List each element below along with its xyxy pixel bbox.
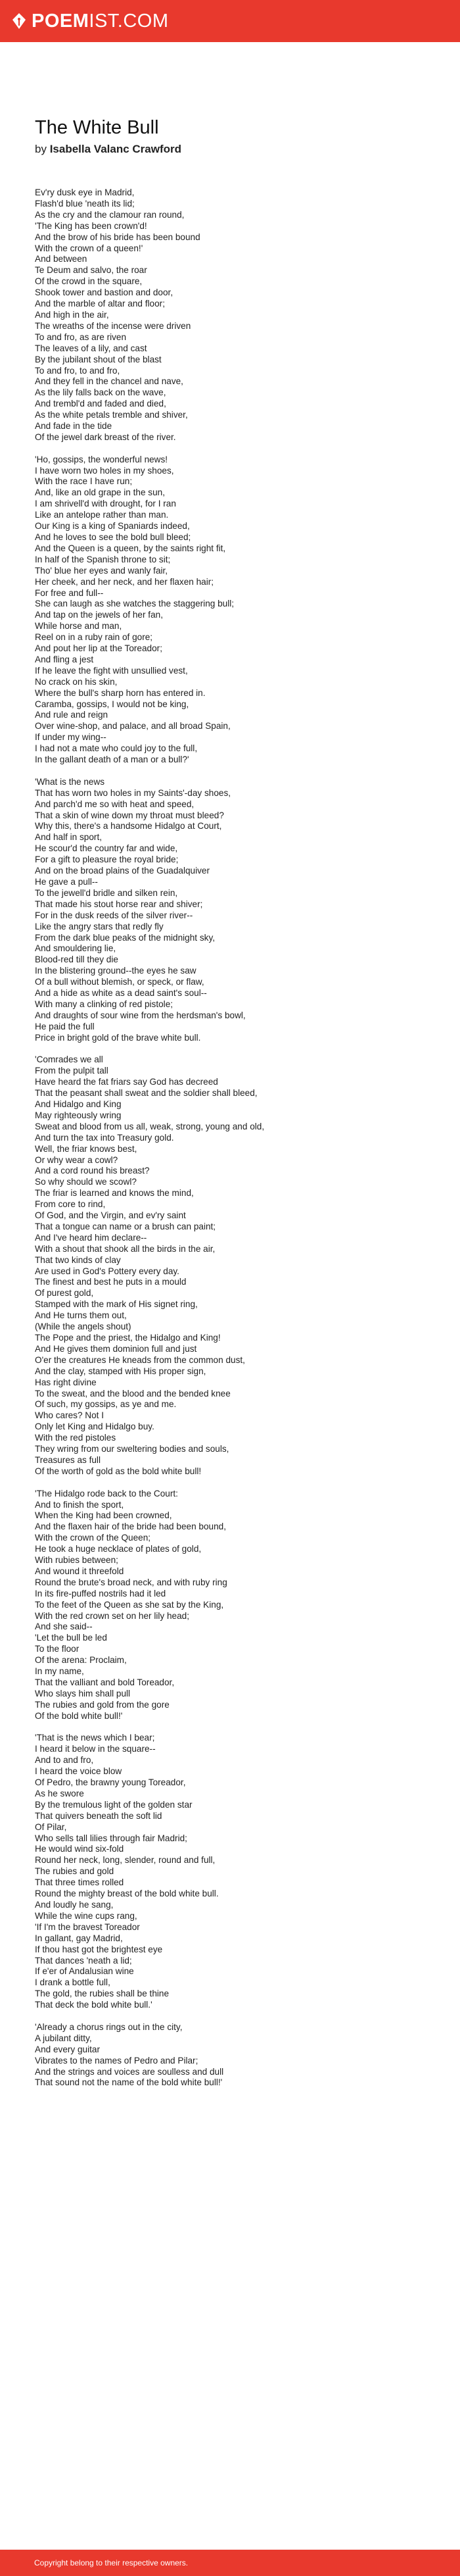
poem-line: With the red crown set on her lily head; [35, 1610, 189, 1621]
poem-line: If under my wing-- [35, 732, 106, 743]
poem-line: In my name, [35, 1666, 84, 1677]
poem-line: O'er the creatures He kneads from the common dust, [35, 1354, 245, 1365]
poem-line: The rubies and gold [35, 1866, 114, 1877]
poem-line: With a shout that shook all the birds in the air, [35, 1243, 216, 1254]
poem-line: And he loves to see the bold bull bleed; [35, 532, 191, 542]
poem-stanza [35, 455, 460, 766]
poem-body [35, 187, 460, 2089]
poem-line: Of such, my gossips, as ye and me. [35, 1399, 177, 1410]
poem-line: I have worn two holes in my shoes, [35, 465, 174, 476]
poem-line: And between [35, 254, 87, 264]
poem-line: 'What is the news [35, 776, 105, 787]
poem-line: And to and fro, [35, 1755, 94, 1766]
poem-line: And they fell in the chancel and nave, [35, 376, 183, 387]
poem-line: For in the dusk reeds of the silver river-- [35, 910, 193, 920]
poem-line: Of the crowd in the square, [35, 276, 143, 287]
poem-line: And she said-- [35, 1622, 93, 1632]
poem-line: Of purest gold, [35, 1288, 94, 1299]
poem-line: As the cry and the clamour ran round, [35, 209, 185, 220]
poem-line: Treasures as full [35, 1454, 101, 1465]
poem-line: By the tremulous light of the golden star [35, 1799, 193, 1810]
poem-line: Tho' blue her eyes and wanly fair, [35, 565, 168, 576]
site-logo-text [32, 11, 169, 32]
site-header [0, 0, 460, 42]
poem-line: That quivers beneath the soft lid [35, 1810, 162, 1821]
logo-light: IST.COM [89, 10, 169, 32]
poem-line: Who slays him shall pull [35, 1688, 131, 1698]
poem-line: And the Queen is a queen, by the saints right fit, [35, 543, 226, 553]
poem-line: From the dark blue peaks of the midnight sky, [35, 932, 216, 943]
poem-line: And, like an old grape in the sun, [35, 487, 165, 498]
poem-line: And the strings and voices are soulless and dull [35, 2066, 224, 2077]
poem-line: 'That is the news which I bear; [35, 1733, 155, 1743]
poem-line: Ev'ry dusk eye in Madrid, [35, 187, 135, 197]
poem-line: Blood-red till they die [35, 954, 118, 965]
poem-line: To the sweat, and the blood and the bended knee [35, 1388, 231, 1399]
poem-line: With many a clinking of red pistole; [35, 999, 173, 1009]
poem-line: Of the arena: Proclaim, [35, 1655, 127, 1666]
poem-line: Round her neck, long, slender, round and full, [35, 1855, 216, 1866]
poem-line: And turn the tax into Treasury gold. [35, 1132, 174, 1143]
poem-line: And a hide as white as a dead saint's soul-- [35, 988, 207, 999]
poem-line: And fling a jest [35, 654, 94, 664]
poem-line: Over wine-shop, and palace, and all broad Spain, [35, 721, 231, 731]
poem-line: Round the brute's broad neck, and with ruby ring [35, 1577, 227, 1587]
poem-line: And the flaxen hair of the bride had been bound, [35, 1522, 226, 1532]
poem-line: And wound it threefold [35, 1566, 124, 1576]
poem-line: Stamped with the mark of His signet ring, [35, 1299, 198, 1310]
poem-line: To the floor [35, 1644, 80, 1654]
poem-line: When the King had been crowned, [35, 1510, 172, 1521]
poem-stanza [35, 1733, 460, 2011]
poem-line: The friar is learned and knows the mind, [35, 1188, 194, 1199]
poem-line: Has right divine [35, 1377, 97, 1387]
poem-line: That made his stout horse rear and shiver; [35, 899, 203, 909]
poem-line: That three times rolled [35, 1877, 124, 1888]
poem-line: 'The Hidalgo rode back to the Court: [35, 1488, 178, 1499]
poem-line: And rule and reign [35, 710, 108, 720]
poem-line: In half of the Spanish throne to sit; [35, 554, 171, 564]
poem-line: I drank a bottle full, [35, 1977, 110, 1988]
poem-line: As the lily falls back on the wave, [35, 387, 166, 398]
poem-line: So why should we scowl? [35, 1177, 137, 1187]
poem-line: That the peasant shall sweat and the soldier shall bleed, [35, 1088, 258, 1099]
poem-byline [35, 143, 460, 156]
poem-line: 'Ho, gossips, the wonderful news! [35, 454, 168, 464]
poem-line: Sweat and blood from us all, weak, strong, young and old, [35, 1121, 265, 1131]
poem-line: And Hidalgo and King [35, 1099, 122, 1109]
poem-line: By the jubilant shout of the blast [35, 354, 162, 364]
poem-stanza [35, 1489, 460, 1722]
poem-line: And draughts of sour wine from the herdsman's bowl, [35, 1010, 246, 1020]
poem-line: Why this, there's a handsome Hidalgo at Court, [35, 821, 222, 831]
poem-line: As the white petals tremble and shiver, [35, 410, 188, 420]
poem-line: And I've heard him declare-- [35, 1232, 147, 1243]
poem-stanza [35, 187, 460, 443]
poem-line: Of Pilar, [35, 1821, 67, 1832]
poem-line: Of God, and the Virgin, and ev'ry saint [35, 1210, 186, 1221]
poem-line: And on the broad plains of the Guadalquiver [35, 866, 210, 876]
poem-line: In the gallant death of a man or a bull?' [35, 755, 189, 765]
poem-line: 'Already a chorus rings out in the city, [35, 2021, 183, 2032]
poem-line: Have heard the fat friars say God has decreed [35, 1077, 218, 1087]
poem-line: Where the bull's sharp horn has entered in. [35, 687, 206, 698]
poem-line: I heard the voice blow [35, 1766, 122, 1777]
poem-line: And high in the air, [35, 309, 109, 320]
pen-nib-icon [11, 12, 28, 30]
poem-line: Shook tower and bastion and door, [35, 287, 173, 298]
poem-line: Flash'd blue 'neath its lid; [35, 198, 135, 209]
poem-line: Reel on in a ruby rain of gore; [35, 632, 153, 643]
poem-line: From core to rind, [35, 1199, 106, 1210]
poem-line: In the blistering ground--the eyes he saw [35, 966, 196, 976]
poem-line: While horse and man, [35, 621, 122, 632]
poem-line: Of the worth of gold as the bold white bull! [35, 1466, 202, 1476]
poem-line: May righteously wring [35, 1110, 122, 1120]
poem-line: He would wind six-fold [35, 1844, 124, 1854]
poem-line: The leaves of a lily, and cast [35, 343, 147, 353]
poem-line: And to finish the sport, [35, 1499, 124, 1510]
poem-line: And smouldering lie, [35, 943, 116, 954]
poem-line: That two kinds of clay [35, 1254, 121, 1265]
copyright-text: Copyright belong to their respective owners. [34, 2558, 189, 2567]
site-logo-link[interactable] [11, 11, 169, 32]
poem-line: To the feet of the Queen as she sat by the King, [35, 1599, 224, 1610]
poem-line: And a cord round his breast? [35, 1166, 150, 1176]
poem-line: He took a huge necklace of plates of gold, [35, 1544, 202, 1554]
poem-line: With the race I have run; [35, 476, 133, 487]
poem-line: The gold, the rubies shall be thine [35, 1989, 170, 1999]
poem-line: That a tongue can name or a brush can paint; [35, 1221, 216, 1231]
poem-line: Price in bright gold of the brave white bull. [35, 1032, 201, 1043]
poem-line: For a gift to pleasure the royal bride; [35, 855, 179, 865]
poem-line: If he leave the fight with unsullied vest, [35, 665, 188, 676]
poem-line: And half in sport, [35, 832, 103, 843]
poem-line: And the clay, stamped with His proper sign, [35, 1366, 206, 1376]
poem-line: I had not a mate who could joy to the full, [35, 743, 198, 754]
poem-line: I am shrivell'd with drought, for I ran [35, 499, 176, 509]
poem-line: And parch'd me so with heat and speed, [35, 799, 195, 809]
poem-line: That has worn two holes in my Saints'-day shoes, [35, 787, 231, 798]
poem-line: He scour'd the country far and wide, [35, 843, 178, 854]
poem-line: That sound not the name of the bold white bull!' [35, 2077, 223, 2088]
poem-line: And the marble of altar and floor; [35, 299, 165, 309]
poem-line: Who cares? Not I [35, 1410, 104, 1421]
poem-line: To the jewell'd bridle and silken rein, [35, 887, 178, 898]
poem-line: Round the mighty breast of the bold white bull. [35, 1889, 219, 1899]
poem-line: Are used in God's Pottery every day. [35, 1266, 179, 1276]
poem-line: In its fire-puffed nostrils had it led [35, 1588, 166, 1598]
poem-line: (While the angels shout) [35, 1322, 131, 1332]
poem-line: Only let King and Hidalgo buy. [35, 1422, 154, 1432]
poem-line: And trembl'd and faded and died, [35, 399, 166, 409]
logo-bold: POEM [32, 10, 89, 32]
poem-line: Of Pedro, the brawny young Toreador, [35, 1777, 186, 1788]
poem-line: If thou hast got the brightest eye [35, 1944, 163, 1954]
poem-line: That deck the bold white bull.' [35, 2000, 152, 2010]
poem-line: With rubies between; [35, 1555, 118, 1566]
poem-line: If e'er of Andalusian wine [35, 1966, 134, 1977]
poem-line: Te Deum and salvo, the roar [35, 265, 147, 276]
by-label: by [35, 143, 47, 155]
poem-line: Or why wear a cowl? [35, 1154, 118, 1165]
poem-line: Of the jewel dark breast of the river. [35, 432, 176, 442]
poem-line: The rubies and gold from the gore [35, 1699, 170, 1710]
poem-line: That the valliant and bold Toreador, [35, 1677, 175, 1687]
poem-line: Vibrates to the names of Pedro and Pilar; [35, 2055, 198, 2066]
poem-line: With the crown of the Queen; [35, 1533, 151, 1543]
poem-line: The Pope and the priest, the Hidalgo and King! [35, 1333, 221, 1343]
poem-line: With the crown of a queen!' [35, 243, 143, 253]
poem-line: He gave a pull-- [35, 876, 98, 887]
poem-stanza [35, 2022, 460, 2089]
poem-line: To and fro, as are riven [35, 332, 127, 342]
poem-line: He paid the full [35, 1021, 95, 1031]
poem-content [0, 42, 460, 2089]
poem-title: The White Bull [35, 117, 159, 138]
poem-line: They wring from our sweltering bodies and souls, [35, 1444, 229, 1454]
author-link[interactable]: Isabella Valanc Crawford [49, 143, 182, 155]
poem-line: As he swore [35, 1788, 84, 1798]
poem-line: Like the angry stars that redly fly [35, 921, 164, 931]
poem-stanza [35, 777, 460, 1044]
poem-line: Of the bold white bull!' [35, 1710, 123, 1721]
poem-line: Caramba, gossips, I would not be king, [35, 699, 189, 709]
poem-line: The wreaths of the incense were driven [35, 320, 191, 331]
poem-line: That dances 'neath a lid; [35, 1955, 132, 1966]
poem-line: Well, the friar knows best, [35, 1143, 137, 1154]
poem-line: Like an antelope rather than man. [35, 510, 169, 520]
poem-line: For free and full-- [35, 587, 104, 598]
poem-line: No crack on his skin, [35, 676, 118, 687]
poem-line: And He turns them out, [35, 1310, 127, 1321]
poem-line: Of a bull without blemish, or speck, or flaw, [35, 977, 204, 987]
poem-line: Who sells tall lilies through fair Madrid; [35, 1833, 187, 1843]
poem-line: In gallant, gay Madrid, [35, 1933, 123, 1943]
poem-line: And every guitar [35, 2044, 100, 2054]
poem-line: To and fro, to and fro, [35, 365, 120, 376]
poem-line: I heard it below in the square-- [35, 1744, 156, 1754]
poem-line: 'Let the bull be led [35, 1633, 107, 1643]
poem-line: While the wine cups rang, [35, 1910, 137, 1921]
poem-line: 'If I'm the bravest Toreador [35, 1921, 140, 1932]
poem-stanza [35, 1054, 460, 1477]
poem-line: Our King is a king of Spaniards indeed, [35, 521, 190, 532]
poem-line: That a skin of wine down my throat must bleed? [35, 810, 224, 820]
poem-line: And pout her lip at the Toreador; [35, 643, 162, 654]
poem-line: She can laugh as she watches the staggering bull; [35, 599, 235, 609]
poem-line: And fade in the tide [35, 421, 112, 432]
poem-line: 'The King has been crown'd! [35, 220, 147, 231]
poem-line: And loudly he sang, [35, 1900, 114, 1910]
poem-line: And tap on the jewels of her fan, [35, 610, 163, 620]
poem-line: And He gives them dominion full and just [35, 1343, 197, 1354]
poem-line: And the brow of his bride has been bound [35, 232, 200, 242]
poem-line: The finest and best he puts in a mould [35, 1277, 187, 1287]
poem-line: 'Comrades we all [35, 1054, 103, 1065]
poem-line: From the pulpit tall [35, 1066, 108, 1076]
poem-line: A jubilant ditty, [35, 2033, 92, 2043]
poem-line: With the red pistoles [35, 1433, 116, 1443]
poem-line: Her cheek, and her neck, and her flaxen hair; [35, 576, 214, 587]
site-footer [0, 2550, 460, 2576]
